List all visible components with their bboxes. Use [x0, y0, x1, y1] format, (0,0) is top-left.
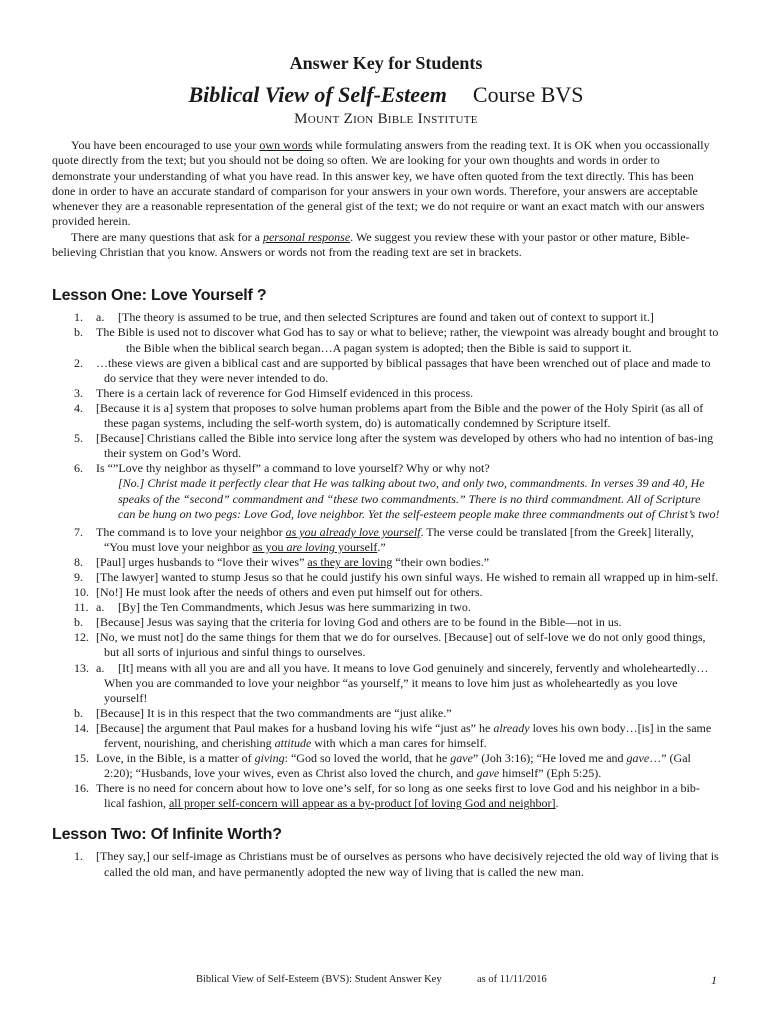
lesson-two-heading: Lesson Two: Of Infinite Worth? [52, 826, 282, 844]
answer-14: 14. [Because] the argument that Paul makes for a husband loving his wife “just as” he already loves his own body…[is] in the same fervent, nourishing, and cherishing attitude with which a man cares for himself. [74, 720, 712, 750]
answer-3: 3. There is a certain lack of reverence for God Himself evidenced in this process. [74, 385, 474, 400]
answer-6: [No.] Christ made it perfectly clear that He was talking about two, and only two, commandments. In verses 39 and 40, He speaks of the “second” commandment and “these two commandments.” There is no third commandment. All of Scripture can be hung on two pegs: Love God, love neighbor. Yet the self-esteem people make three commandments out of Christ’s two! [118, 476, 720, 521]
answer-6-question: 6. Is “”Love thy neighbor as thyself” a command to love yourself? Why or why not? [74, 461, 490, 476]
answer-1a: 1. a. [The theory is assumed to be true, and then selected Scriptures are found and taken out of context to support it.] [74, 310, 654, 325]
answer-2: 2. …these views are given a biblical cast and are supported by biblical passages that have been wrenched out of place and made to do service that they were never intended to do. [74, 355, 711, 385]
lesson-one-heading: Lesson One: Love Yourself ? [52, 287, 267, 305]
answer-13b: b. [Because] It is in this respect that the two commandments are “just alike.” [74, 705, 452, 720]
lesson-two-answers [52, 849, 720, 879]
footer-text: Biblical View of Self-Esteem (BVS): Student Answer Key [196, 974, 442, 985]
subtitle-italic: Biblical View of Self-Esteem [188, 82, 447, 107]
institute-name: Mount Zion Bible Institute [294, 111, 478, 127]
answer-13a: 13. a. [It] means with all you are and all you have. It means to love God genuinely and sincerely, fervently and wholeheartedly…When you are commanded to love your neighbor “as yourself,” it means to love him just as wholeheartedly as you love yourself! [74, 660, 709, 705]
answer-16: 16. There is no need for concern about how to love one’s self, for so long as one seeks first to love God and his neighbor in a bib-lical fashion, all proper self-concern will appear as a by-product [of loving God and neighbor]. [74, 781, 700, 811]
course-label: Course BVS [472, 82, 584, 107]
intro-paragraph-2: There are many questions that ask for a personal response. We suggest you review these with your pastor or other mature, Bible-believing Christian that you know. Answers or words not from the reading text are set in brackets. [52, 229, 690, 260]
answer-9: 9. [The lawyer] wanted to stump Jesus so that he could justify his own sinful ways. He wished to remain all wrapped up in him-self. [74, 569, 719, 584]
answer-1b: b. The Bible is used not to discover what God has to say or what to believe; rather, the viewpoint was already bought and brought to the Bible when the biblical search began…A pagan system is adopted; then the Bible is said to support it. [74, 325, 719, 355]
intro-section [52, 138, 720, 260]
document-page [52, 52, 720, 880]
answer-12: 12. [No, we must not] do the same things for them that we do for ourselves. [Because] out of self-love we do not only good things, but all sorts of injurious and sinful things to ourselves. [74, 630, 706, 660]
answer-7: 7. The command is to love your neighbor as you already love yourself. The verse could be translated [from the Greek] literally, “You must love your neighbor as you are loving yourself.” [74, 524, 694, 554]
lesson-one-answers [52, 310, 720, 811]
answer-11b: b. [Because] Jesus was saying that the criteria for loving God and others are to be found in the Bible—not in us. [74, 615, 622, 630]
answer-8: 8. [Paul] urges husbands to “love their wives” as they are loving “their own bodies.” [74, 554, 490, 569]
answer-4: 4. [Because it is a] system that proposes to solve human problems apart from the Bible and the power of the Holy Spirit (as all of these pagan systems, including the self-worth system, do) is automatically condemned by Scripture itself. [74, 400, 704, 431]
doc-subtitle [52, 82, 720, 108]
doc-title: Answer Key for Students [289, 53, 483, 73]
lesson2-answer-1: 1. [They say,] our self-image as Christians must be of ourselves as persons who have decisively rejected the old way of living that is called the old man, and have permanently adopted the new way of living that is called the new man. [74, 849, 719, 879]
answer-15: 15. Love, in the Bible, is a matter of giving: “God so loved the world, that he gave” (Joh 3:16); “He loved me and gave…” (Gal 2:20); “Husbands, love your wives, even as Christ also loved the church, and gave himself” (Eph 5:25). [74, 751, 691, 781]
intro-paragraph-1: You have been encouraged to use your own words while formulating answers from the reading text. It is OK when you occassionally quote directly from the text; but you should not be doing so often. We are looking for your own thoughts and words in order to demonstrate your understanding of what you have read. In this answer key, we have often quoted from the text directly. This has been done in order to have an accurate standard of comparison for your answers in your own words. Therefore, your answers are acceptable whenever they are a reasonable representation of the general gist of the text; we do not require or want an exact match with our answers provided herein. [52, 138, 710, 229]
answer-5: 5. [Because] Christians called the Bible into service long after the system was developed by others who had no intention of bas-ing their system on God’s Word. [74, 431, 714, 461]
answer-11a: 11. a. [By] the Ten Commandments, which Jesus was here summarizing in two. [74, 600, 471, 615]
answer-10: 10. [No!] He must look after the needs of others and even put himself out for others. [74, 585, 483, 600]
footer-date: as of 11/11/2016 [477, 974, 547, 985]
page-number: 1 [711, 973, 717, 987]
